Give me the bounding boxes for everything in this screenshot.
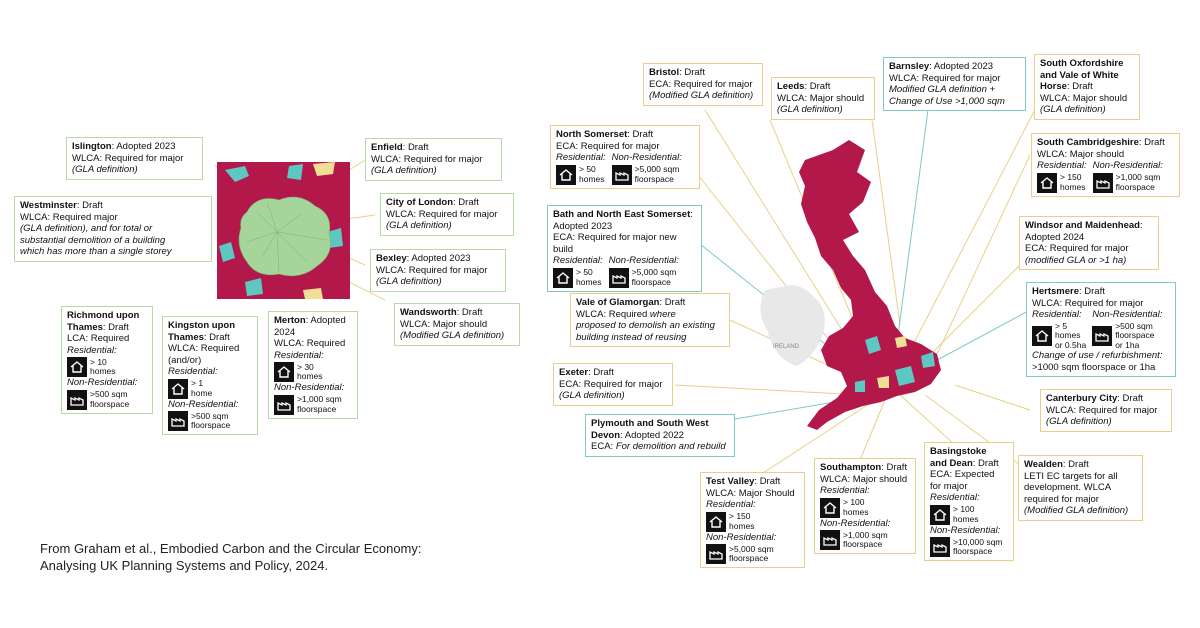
bath-line1: ECA: Required for major new build (553, 232, 677, 255)
bexley-status: : Adopted 2023 (406, 253, 471, 264)
house-icon (168, 379, 188, 399)
wandsworth-status: : Draft (456, 307, 483, 318)
merton-nonres-label: Non-Residential: (274, 382, 345, 393)
wandsworth-line1: WLCA: Major should (400, 318, 488, 330)
house-icon (930, 505, 950, 525)
merton-nonres-val: >1,000 sqm (297, 394, 342, 404)
southampton-res-val: > 100 (843, 497, 865, 507)
bexley-name: Bexley (376, 253, 407, 264)
exeter-name: Exeter (559, 367, 589, 378)
bath-nonres-val: >5,000 sqm (631, 267, 677, 277)
canterbury-line2: (GLA definition) (1046, 416, 1112, 427)
plymouth-box (585, 414, 735, 457)
richmond-nonres-val: >500 sqm (90, 389, 128, 399)
glamorgan-line3: building instead of reusing (576, 331, 687, 343)
glamorgan-line1i: where (649, 308, 676, 320)
canterbury-line1: WLCA: Required for major (1046, 404, 1158, 416)
wandsworth-name: Wandsworth (400, 307, 457, 318)
plymouth-line1i: For demolition and rebuild (615, 441, 726, 452)
basingstoke-name2: and Dean (930, 457, 973, 469)
bexley-box (370, 249, 506, 292)
merton-res-label: Residential: (274, 349, 324, 361)
enfield-name: Enfield (371, 142, 403, 153)
hertsmere-name: Hertsmere (1032, 286, 1079, 297)
test-valley-nonres-unit: floorspace (729, 553, 769, 563)
hertsmere-nonres-val: >500 sqm (1115, 320, 1153, 331)
city-name: City of London (386, 197, 454, 208)
leeds-line2: (GLA definition) (777, 104, 843, 115)
basingstoke-line2: for major (930, 480, 968, 492)
bristol-line1: ECA: Required for major (649, 78, 753, 90)
uk-map (745, 130, 975, 450)
westminster-line3: substantial demolition of a building (20, 234, 166, 246)
basingstoke-nonres-val: >10,000 sqm (953, 536, 1003, 547)
richmond-res-unit: homes (90, 366, 116, 376)
north-somerset-nonres-val: >5,000 sqm (634, 164, 680, 174)
plymouth-status: : Adopted 2022 (620, 429, 684, 441)
city-line2: (GLA definition) (386, 220, 452, 231)
house-icon (820, 498, 840, 518)
plymouth-name1: Plymouth and South West (591, 418, 709, 429)
basingstoke-nonres-unit: floorspace (953, 546, 993, 556)
westminster-line2: (GLA definition), and for total or (20, 223, 153, 234)
bexley-line1: WLCA: Required for major (376, 264, 488, 276)
hertsmere-nonres-label: Non-Residential: (1092, 309, 1163, 320)
bath-res-val: > 50 (576, 267, 593, 277)
north-somerset-box (550, 125, 700, 189)
figure-caption (40, 540, 422, 574)
leeds-name: Leeds (777, 81, 805, 92)
islington-line1: WLCA: Required for major (72, 152, 184, 164)
windsor-status: : (1139, 220, 1143, 231)
basingstoke-name1: Basingstoke (930, 446, 987, 457)
south-cambs-box (1031, 133, 1180, 197)
south-cambs-nonres-label: Non-Residential: (1092, 160, 1163, 171)
london-map (217, 162, 350, 299)
exeter-box (553, 363, 673, 406)
kingston-name2: Thames (168, 331, 204, 343)
building-icon (706, 544, 726, 564)
building-icon (67, 390, 87, 410)
basingstoke-res-val: > 100 (953, 504, 975, 514)
windsor-year: Adopted 2024 (1025, 231, 1085, 243)
wandsworth-box (394, 303, 520, 346)
richmond-res-label: Residential: (67, 344, 117, 356)
south-cambs-nonres-val: >1,000 sqm (1115, 172, 1161, 182)
bath-box (547, 205, 702, 292)
caption-line2: Analysing UK Planning Systems and Policy, 2024. (40, 558, 329, 573)
building-icon (612, 165, 632, 185)
north-somerset-nonres-unit: floorspace (634, 173, 674, 184)
wealden-name: Wealden (1024, 459, 1063, 470)
test-valley-nonres-val: >5,000 sqm (729, 543, 774, 554)
westminster-status: : Draft (76, 200, 103, 211)
richmond-status: : Draft (102, 321, 129, 333)
islington-line2: (GLA definition) (72, 164, 138, 175)
south-oxon-name1: South Oxfordshire (1040, 58, 1124, 69)
bath-year: Adopted 2023 (553, 220, 613, 232)
westminster-line4: which has more than a single storey (20, 246, 172, 257)
merton-year: 2024 (274, 326, 296, 338)
test-valley-res-unit: homes (729, 520, 755, 531)
richmond-nonres-unit: floorspace (90, 398, 130, 409)
kingston-box (162, 316, 258, 435)
plymouth-name2: Devon (591, 429, 621, 441)
richmond-name2: Thames (67, 321, 103, 333)
hertsmere-res-unit2: or 0.5ha (1055, 339, 1087, 350)
hertsmere-line2: Change of use / refurbishment: (1032, 350, 1163, 361)
wealden-status: : Draft (1062, 459, 1089, 470)
islington-status: : Adopted 2023 (111, 141, 176, 152)
barnsley-name: Barnsley (889, 61, 930, 72)
wandsworth-line2: (Modified GLA definition) (400, 330, 505, 341)
wealden-line3: required for major (1024, 493, 1099, 505)
building-icon (1092, 326, 1112, 346)
merton-nonres-unit: floorspace (297, 403, 337, 414)
kingston-nonres-val: >500 sqm (191, 410, 229, 421)
north-somerset-line1: ECA: Required for major (556, 140, 660, 152)
westminster-box (14, 196, 212, 262)
south-cambs-name: South Cambridgeshire (1037, 137, 1139, 148)
leeds-line1: WLCA: Major should (777, 92, 865, 104)
hertsmere-line3: >1000 sqm floorspace or 1ha (1032, 361, 1156, 373)
caption-line1: From Graham et al., Embodied Carbon and the Circular Economy: (40, 541, 422, 556)
bath-res-label: Residential: (553, 255, 603, 266)
richmond-name1: Richmond upon (67, 310, 140, 321)
house-icon (553, 268, 573, 288)
enfield-line2: (GLA definition) (371, 165, 437, 176)
wealden-line4: (Modified GLA definition) (1024, 505, 1129, 516)
city-line1: WLCA: Required for major (386, 208, 498, 220)
test-valley-name: Test Valley (706, 476, 755, 487)
bath-status: : (690, 209, 693, 220)
bristol-line2: (Modified GLA definition) (649, 90, 754, 101)
bristol-name: Bristol (649, 67, 680, 78)
south-oxon-line1: WLCA: Major should (1040, 92, 1128, 104)
merton-box (268, 311, 358, 419)
hertsmere-nonres-unit2: or 1ha (1115, 339, 1140, 350)
merton-status: : Adopted (305, 315, 346, 326)
kingston-line1: WLCA: Required (168, 343, 240, 354)
basingstoke-nonres-label: Non-Residential: (930, 524, 1001, 536)
bath-nonres-unit: floorspace (631, 276, 671, 287)
leeds-box (771, 77, 875, 120)
north-somerset-nonres-label: Non-Residential: (611, 152, 682, 163)
wealden-box (1018, 455, 1143, 521)
bath-nonres-label: Non-Residential: (608, 255, 679, 266)
test-valley-line1: WLCA: Major Should (706, 487, 795, 499)
exeter-line1: ECA: Required for major (559, 378, 663, 390)
south-oxon-line2: (GLA definition) (1040, 104, 1106, 115)
merton-res-val: > 30 (297, 361, 314, 372)
hertsmere-nonres-unit: floorspace (1115, 330, 1155, 340)
house-icon (274, 362, 294, 382)
south-cambs-line1: WLCA: Major should (1037, 148, 1125, 160)
hertsmere-res-label: Residential: (1032, 309, 1082, 320)
test-valley-res-label: Residential: (706, 499, 756, 510)
richmond-box (61, 306, 153, 414)
richmond-line1: LCA: Required (67, 333, 130, 344)
barnsley-box (883, 57, 1026, 111)
southampton-nonres-val: >1,000 sqm (843, 529, 888, 540)
leeds-status: : Draft (804, 81, 831, 92)
glamorgan-line1: WLCA: Required (576, 308, 648, 320)
canterbury-name: Canterbury City (1046, 393, 1118, 404)
south-cambs-res-val: > 150 (1060, 172, 1082, 182)
south-cambs-status: : Draft (1138, 137, 1165, 148)
canterbury-box (1040, 389, 1172, 432)
plymouth-line1: ECA: (591, 441, 614, 452)
southampton-line1: WLCA: Major should (820, 473, 908, 485)
basingstoke-res-label: Residential: (930, 492, 980, 503)
enfield-box (365, 138, 502, 181)
south-oxon-box (1034, 54, 1140, 120)
southampton-res-unit: homes (843, 506, 869, 517)
enfield-status: : Draft (402, 142, 429, 153)
windsor-name: Windsor and Maidenhead (1025, 220, 1140, 231)
barnsley-status: : Adopted 2023 (929, 61, 994, 72)
kingston-nonres-unit: floorspace (191, 420, 231, 430)
bristol-status: : Draft (679, 67, 705, 78)
kingston-res-val: > 1 (191, 378, 204, 388)
westminster-name: Westminster (20, 200, 77, 211)
kingston-status: : Draft (203, 331, 230, 343)
south-cambs-nonres-unit: floorspace (1115, 181, 1155, 192)
hertsmere-status: : Draft (1079, 286, 1105, 297)
glamorgan-name: Vale of Glamorgan (576, 297, 660, 308)
merton-name: Merton (274, 315, 306, 326)
north-somerset-res-label: Residential: (556, 152, 606, 163)
building-icon (274, 395, 294, 415)
house-icon (556, 165, 576, 185)
basingstoke-line1: ECA: Expected (930, 469, 995, 480)
southampton-status: : Draft (881, 462, 908, 473)
south-oxon-name2: and Vale of White (1040, 69, 1119, 81)
glamorgan-box (570, 293, 730, 347)
hertsmere-res-unit: homes (1055, 330, 1081, 340)
test-valley-box (700, 472, 805, 568)
building-icon (820, 530, 840, 550)
building-icon (930, 537, 950, 557)
barnsley-line1: WLCA: Required for major (889, 72, 1001, 84)
test-valley-res-val: > 150 (729, 511, 751, 521)
exeter-status: : Draft (588, 367, 614, 378)
merton-line1: WLCA: Required (274, 338, 346, 349)
glamorgan-status: : Draft (659, 297, 686, 308)
kingston-res-unit: home (191, 387, 213, 398)
westminster-line1: WLCA: Required major (20, 211, 118, 223)
south-cambs-res-label: Residential: (1037, 160, 1087, 171)
test-valley-nonres-label: Non-Residential: (706, 531, 777, 543)
hertsmere-box (1026, 282, 1176, 377)
ireland-label: IRELAND (773, 344, 800, 350)
wealden-line2: development. WLCA (1024, 482, 1112, 493)
windsor-line2: (modified GLA or >1 ha) (1025, 254, 1127, 266)
south-cambs-res-unit: homes (1060, 181, 1086, 192)
house-icon (1032, 326, 1052, 346)
house-icon (67, 357, 87, 377)
islington-box (66, 137, 203, 180)
kingston-line2: (and/or) (168, 354, 202, 366)
richmond-nonres-label: Non-Residential: (67, 377, 138, 388)
test-valley-status: : Draft (754, 476, 781, 487)
exeter-line2: (GLA definition) (559, 390, 625, 401)
richmond-res-val: > 10 (90, 356, 107, 367)
bath-name: Bath and North East Somerset (553, 209, 691, 220)
south-oxon-name3: Horse (1040, 81, 1067, 92)
north-somerset-status: : Draft (627, 129, 654, 140)
city-status: : Draft (453, 197, 479, 208)
southampton-res-label: Residential: (820, 485, 870, 496)
barnsley-line3: Change of Use >1,000 sqm (889, 95, 1005, 107)
kingston-name1: Kingston upon (168, 320, 236, 331)
basingstoke-status: : Draft (972, 457, 999, 469)
city-box (380, 193, 514, 236)
north-somerset-name: North Somerset (556, 129, 628, 140)
hertsmere-res-val: > 5 (1055, 320, 1068, 331)
merton-res-unit: homes (297, 371, 323, 381)
barnsley-line2: Modified GLA definition + (889, 84, 996, 95)
building-icon (609, 268, 629, 288)
south-oxon-status: : Draft (1066, 81, 1093, 92)
southampton-nonres-unit: floorspace (843, 539, 883, 549)
wealden-line1: LETI EC targets for all (1024, 470, 1118, 482)
north-somerset-res-unit: homes (579, 173, 605, 184)
hertsmere-line1: WLCA: Required for major (1032, 297, 1144, 309)
building-icon (168, 411, 188, 431)
basingstoke-res-unit: homes (953, 513, 979, 524)
north-somerset-res-val: > 50 (579, 164, 596, 174)
glamorgan-line2: proposed to demolish an existing (576, 320, 715, 331)
house-icon (706, 512, 726, 532)
southampton-name: Southampton (820, 462, 882, 473)
enfield-line1: WLCA: Required for major (371, 153, 483, 165)
southampton-nonres-label: Non-Residential: (820, 517, 891, 529)
house-icon (1037, 173, 1057, 193)
islington-name: Islington (72, 141, 112, 152)
kingston-nonres-label: Non-Residential: (168, 398, 239, 410)
bristol-box (643, 63, 763, 106)
bexley-line2: (GLA definition) (376, 276, 442, 287)
basingstoke-box (924, 442, 1014, 561)
kingston-res-label: Residential: (168, 366, 218, 377)
windsor-box (1019, 216, 1159, 270)
bath-res-unit: homes (576, 276, 602, 287)
southampton-box (814, 458, 916, 554)
windsor-line1: ECA: Required for major (1025, 243, 1129, 254)
building-icon (1093, 173, 1113, 193)
canterbury-status: : Draft (1117, 393, 1144, 404)
